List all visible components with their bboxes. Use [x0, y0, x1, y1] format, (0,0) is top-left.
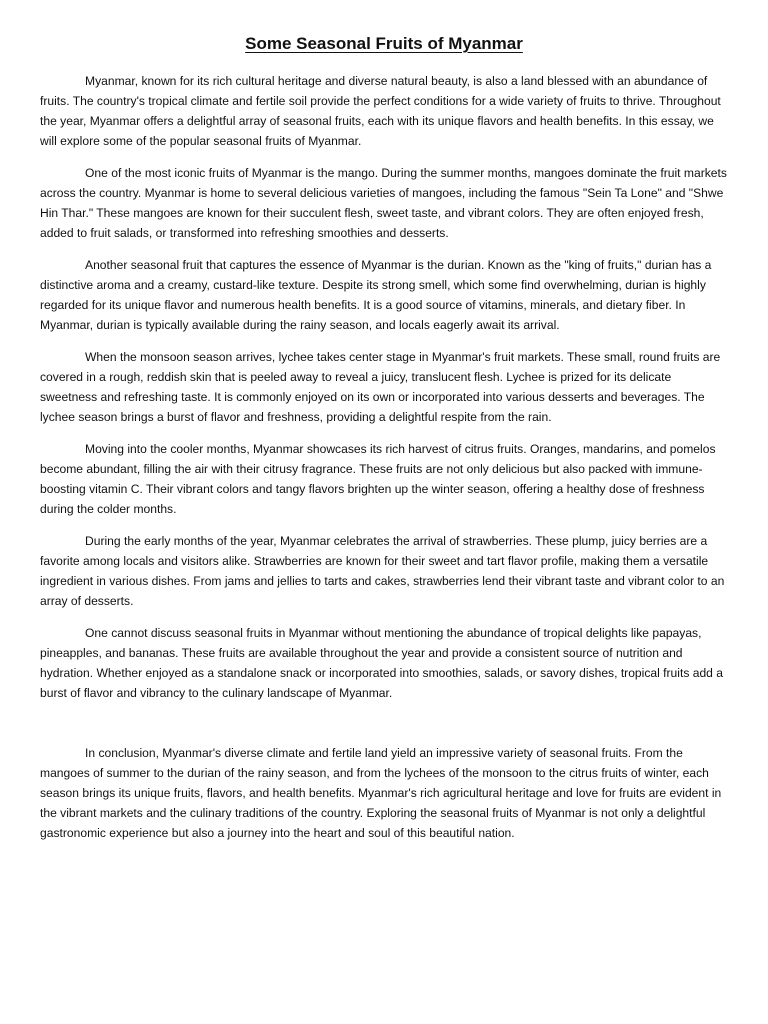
- paragraph-durian: Another seasonal fruit that captures the essence of Myanmar is the durian. Known as the "king of fruits," durian has a distinctive aroma and a creamy, custard-like texture. Despite its strong smell, which some find overwhelming, durian is highly regarded for its unique flavor and numerous health benefits. It is a good source of vitamins, minerals, and dietary fiber. In Myanmar, durian is typically available during the rainy season, and locals eagerly await its arrival.: [40, 258, 712, 332]
- paragraph-lychee: When the monsoon season arrives, lychee takes center stage in Myanmar's fruit markets. These small, round fruits are covered in a rough, reddish skin that is peeled away to reveal a juicy, translucent flesh. Lychee is prized for its delicate sweetness and refreshing taste. It is commonly enjoyed on its own or incorporated into various desserts and beverages. The lychee season brings a burst of flavor and freshness, providing a delightful respite from the rain.: [40, 350, 721, 424]
- document-title: Some Seasonal Fruits of Myanmar: [245, 34, 523, 53]
- paragraph-conclusion: In conclusion, Myanmar's diverse climate and fertile land yield an impressive variety of seasonal fruits. From the mangoes of summer to the durian of the rainy season, and from the lychees of the monsoon to the citrus fruits of winter, each season brings its unique fruits, flavors, and health benefits. Myanmar's rich agricultural heritage and love for fruits are evident in the vibrant markets and the culinary traditions of the country. Exploring the seasonal fruits of Myanmar is not only a delightful gastronomic experience but also a journey into the heart and soul of this beautiful nation.: [40, 746, 722, 840]
- paragraph-strawberries: During the early months of the year, Myanmar celebrates the arrival of strawberries. These plump, juicy berries are a favorite among locals and visitors alike. Strawberries are known for their sweet and tart flavor profile, making them a versatile ingredient in various dishes. From jams and jellies to tarts and cakes, strawberries lend their vibrant taste and vibrant color to an array of desserts.: [40, 534, 725, 608]
- paragraph-citrus: Moving into the cooler months, Myanmar showcases its rich harvest of citrus fruits. Oranges, mandarins, and pomelos become abundant, filling the air with their citrusy fragrance. These fruits are not only delicious but also packed with immune-boosting vitamin C. Their vibrant colors and tangy flavors brighten up the winter season, offering a healthy dose of freshness during the colder months.: [40, 442, 716, 516]
- paragraph-mango: One of the most iconic fruits of Myanmar is the mango. During the summer months, mangoes dominate the fruit markets across the country. Myanmar is home to several delicious varieties of mangoes, including the famous "Sein Ta Lone" and "Shwe Hin Thar." These mangoes are known for their succulent flesh, sweet taste, and vibrant colors. They are often enjoyed fresh, added to fruit salads, or transformed into refreshing smoothies and desserts.: [40, 166, 727, 240]
- paragraph-introduction: Myanmar, known for its rich cultural heritage and diverse natural beauty, is also a land blessed with an abundance of fruits. The country's tropical climate and fertile soil provide the perfect conditions for a wide variety of fruits to thrive. Throughout the year, Myanmar offers a delightful array of seasonal fruits, each with its unique flavors and health benefits. In this essay, we will explore some of the popular seasonal fruits of Myanmar.: [40, 74, 721, 148]
- document-body: [40, 71, 730, 855]
- paragraph-tropical-fruits: One cannot discuss seasonal fruits in Myanmar without mentioning the abundance of tropical delights like papayas, pineapples, and bananas. These fruits are available throughout the year and provide a consistent source of nutrition and hydration. Whether enjoyed as a standalone snack or incorporated into smoothies, salads, or savory dishes, tropical fruits add a burst of flavor and vibrancy to the culinary landscape of Myanmar.: [40, 626, 723, 700]
